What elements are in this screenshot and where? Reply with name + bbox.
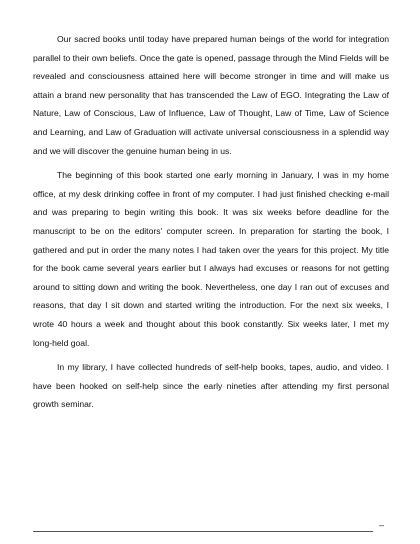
footer-rule [33, 531, 373, 532]
paragraph-book-beginning: The beginning of this book started one early morning in January, I was in my home office, at my desk drinking coffee in front of my computer. I had just finished checking e-mail and was preparing to begin writing this book. It was six weeks before deadline for the manuscript to be on the editors' computer screen. In preparation for starting the book, I gathered and put in order the many notes I had taken over the years for this project. My title for the book came several years earlier but I always had excuses or reasons for not getting around to sitting down and writing the book. Nevertheless, one day I ran out of excuses and reasons, that day I sit down and started writing the introduction. For the next six weeks, I wrote 40 hours a week and thought about this book constantly. Six weeks later, I met my long-held goal. [33, 170, 389, 348]
page-number-marker: – [379, 520, 385, 530]
body-text [33, 30, 389, 414]
paragraph-sacred-books: Our sacred books until today have prepared human beings of the world for integration parallel to their own beliefs. Once the gate is opened, passage through the Mind Fields will be revealed and consciousness attained here will become stronger in time and will make us attain a brand new personality that has transcended the Law of EGO. Integrating the Law of Nature, Law of Conscious, Law of Influence, Law of Thought, Law of Time, Law of Science and Learning, and Law of Graduation will activate universal consciousness in a splendid way and we will discover the genuine human being in us. [33, 34, 389, 156]
paragraph-library: In my library, I have collected hundreds of self-help books, tapes, audio, and video. I have been hooked on self-help since the early nineties after attending my first personal growth seminar. [33, 362, 389, 410]
